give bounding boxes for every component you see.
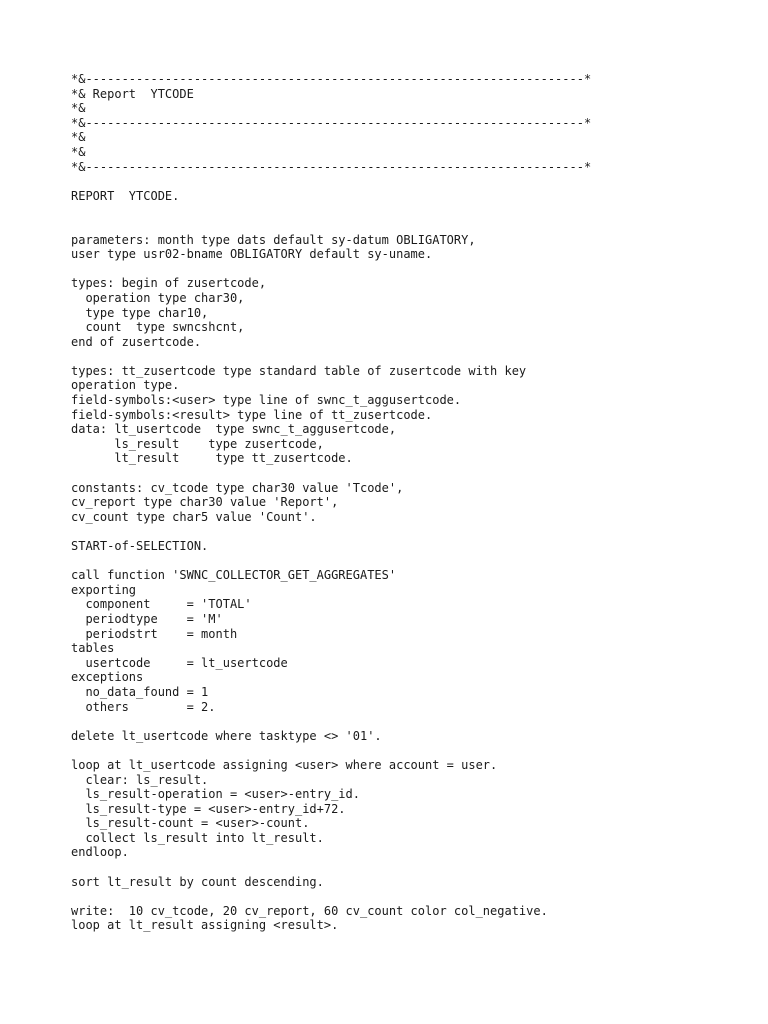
code-line: ls_result-operation = <user>-entry_id. — [71, 787, 360, 802]
code-line: types: begin of zusertcode, — [71, 276, 267, 291]
code-line: call function 'SWNC_COLLECTOR_GET_AGGREGATES' — [71, 568, 397, 583]
code-line — [71, 714, 591, 729]
code-line: end of zusertcode. — [71, 334, 202, 349]
code-line: exceptions — [71, 670, 144, 685]
code-line: count type swncshcnt, — [71, 320, 245, 335]
code-line — [71, 218, 591, 233]
code-line: *& — [71, 144, 86, 159]
code-line: cv_report type char30 value 'Report', — [71, 495, 339, 510]
code-line: parameters: month type dats default sy-datum OBLIGATORY, — [71, 232, 476, 247]
code-line: field-symbols:<result> type line of tt_zusertcode. — [71, 407, 433, 422]
code-line: others = 2. — [71, 699, 216, 714]
code-line: *&---------------------------------------------------------------------* — [71, 159, 592, 174]
code-line: *& — [71, 101, 86, 116]
code-line: sort lt_result by count descending. — [71, 874, 324, 889]
code-line: periodstrt = month — [71, 626, 238, 641]
code-line — [71, 174, 591, 189]
code-line: data: lt_usertcode type swnc_t_aggusertcode, — [71, 422, 397, 437]
code-line: tables — [71, 641, 115, 656]
code-line: cv_count type char5 value 'Count'. — [71, 509, 317, 524]
code-line: delete lt_usertcode where tasktype <> '01'. — [71, 728, 382, 743]
code-line — [71, 743, 591, 758]
code-line — [71, 262, 591, 277]
code-line — [71, 466, 591, 481]
code-line: *&---------------------------------------------------------------------* — [71, 115, 592, 130]
code-line — [71, 554, 591, 569]
code-line: loop at lt_result assigning <result>. — [71, 918, 339, 933]
code-line: operation type char30, — [71, 290, 245, 305]
code-line: *& Report YTCODE — [71, 86, 194, 101]
code-line: collect ls_result into lt_result. — [71, 830, 324, 845]
code-line: field-symbols:<user> type line of swnc_t_aggusertcode. — [71, 393, 462, 408]
code-line — [71, 860, 591, 875]
code-line: component = 'TOTAL' — [71, 597, 252, 612]
code-line — [71, 524, 591, 539]
code-line: lt_result type tt_zusertcode. — [71, 451, 353, 466]
code-line: *&---------------------------------------------------------------------* — [71, 72, 592, 86]
code-line: ls_result-type = <user>-entry_id+72. — [71, 801, 346, 816]
code-line: periodtype = 'M' — [71, 611, 223, 626]
code-line: no_data_found = 1 — [71, 684, 209, 699]
code-line — [71, 889, 591, 904]
code-line: types: tt_zusertcode type standard table of zusertcode with key — [71, 363, 527, 378]
code-line: clear: ls_result. — [71, 772, 209, 787]
code-line: usertcode = lt_usertcode — [71, 655, 288, 670]
code-line: exporting — [71, 582, 137, 597]
code-line — [71, 349, 591, 364]
code-line: ls_result-count = <user>-count. — [71, 816, 310, 831]
code-line: type type char10, — [71, 305, 209, 320]
code-line: write: 10 cv_tcode, 20 cv_report, 60 cv_count color col_negative. — [71, 903, 548, 918]
code-line: ls_result type zusertcode, — [71, 436, 324, 451]
code-line: operation type. — [71, 378, 180, 393]
code-line: endloop. — [71, 845, 129, 860]
code-line — [71, 203, 591, 218]
code-line: loop at lt_usertcode assigning <user> where account = user. — [71, 757, 498, 772]
code-line: *& — [71, 130, 86, 145]
code-line: REPORT YTCODE. — [71, 188, 180, 203]
code-line: START-of-SELECTION. — [71, 539, 209, 553]
code-line: user type usr02-bname OBLIGATORY default sy-uname. — [71, 247, 433, 262]
code-line: constants: cv_tcode type char30 value 'Tcode', — [71, 480, 404, 495]
source-code-block — [71, 72, 591, 933]
